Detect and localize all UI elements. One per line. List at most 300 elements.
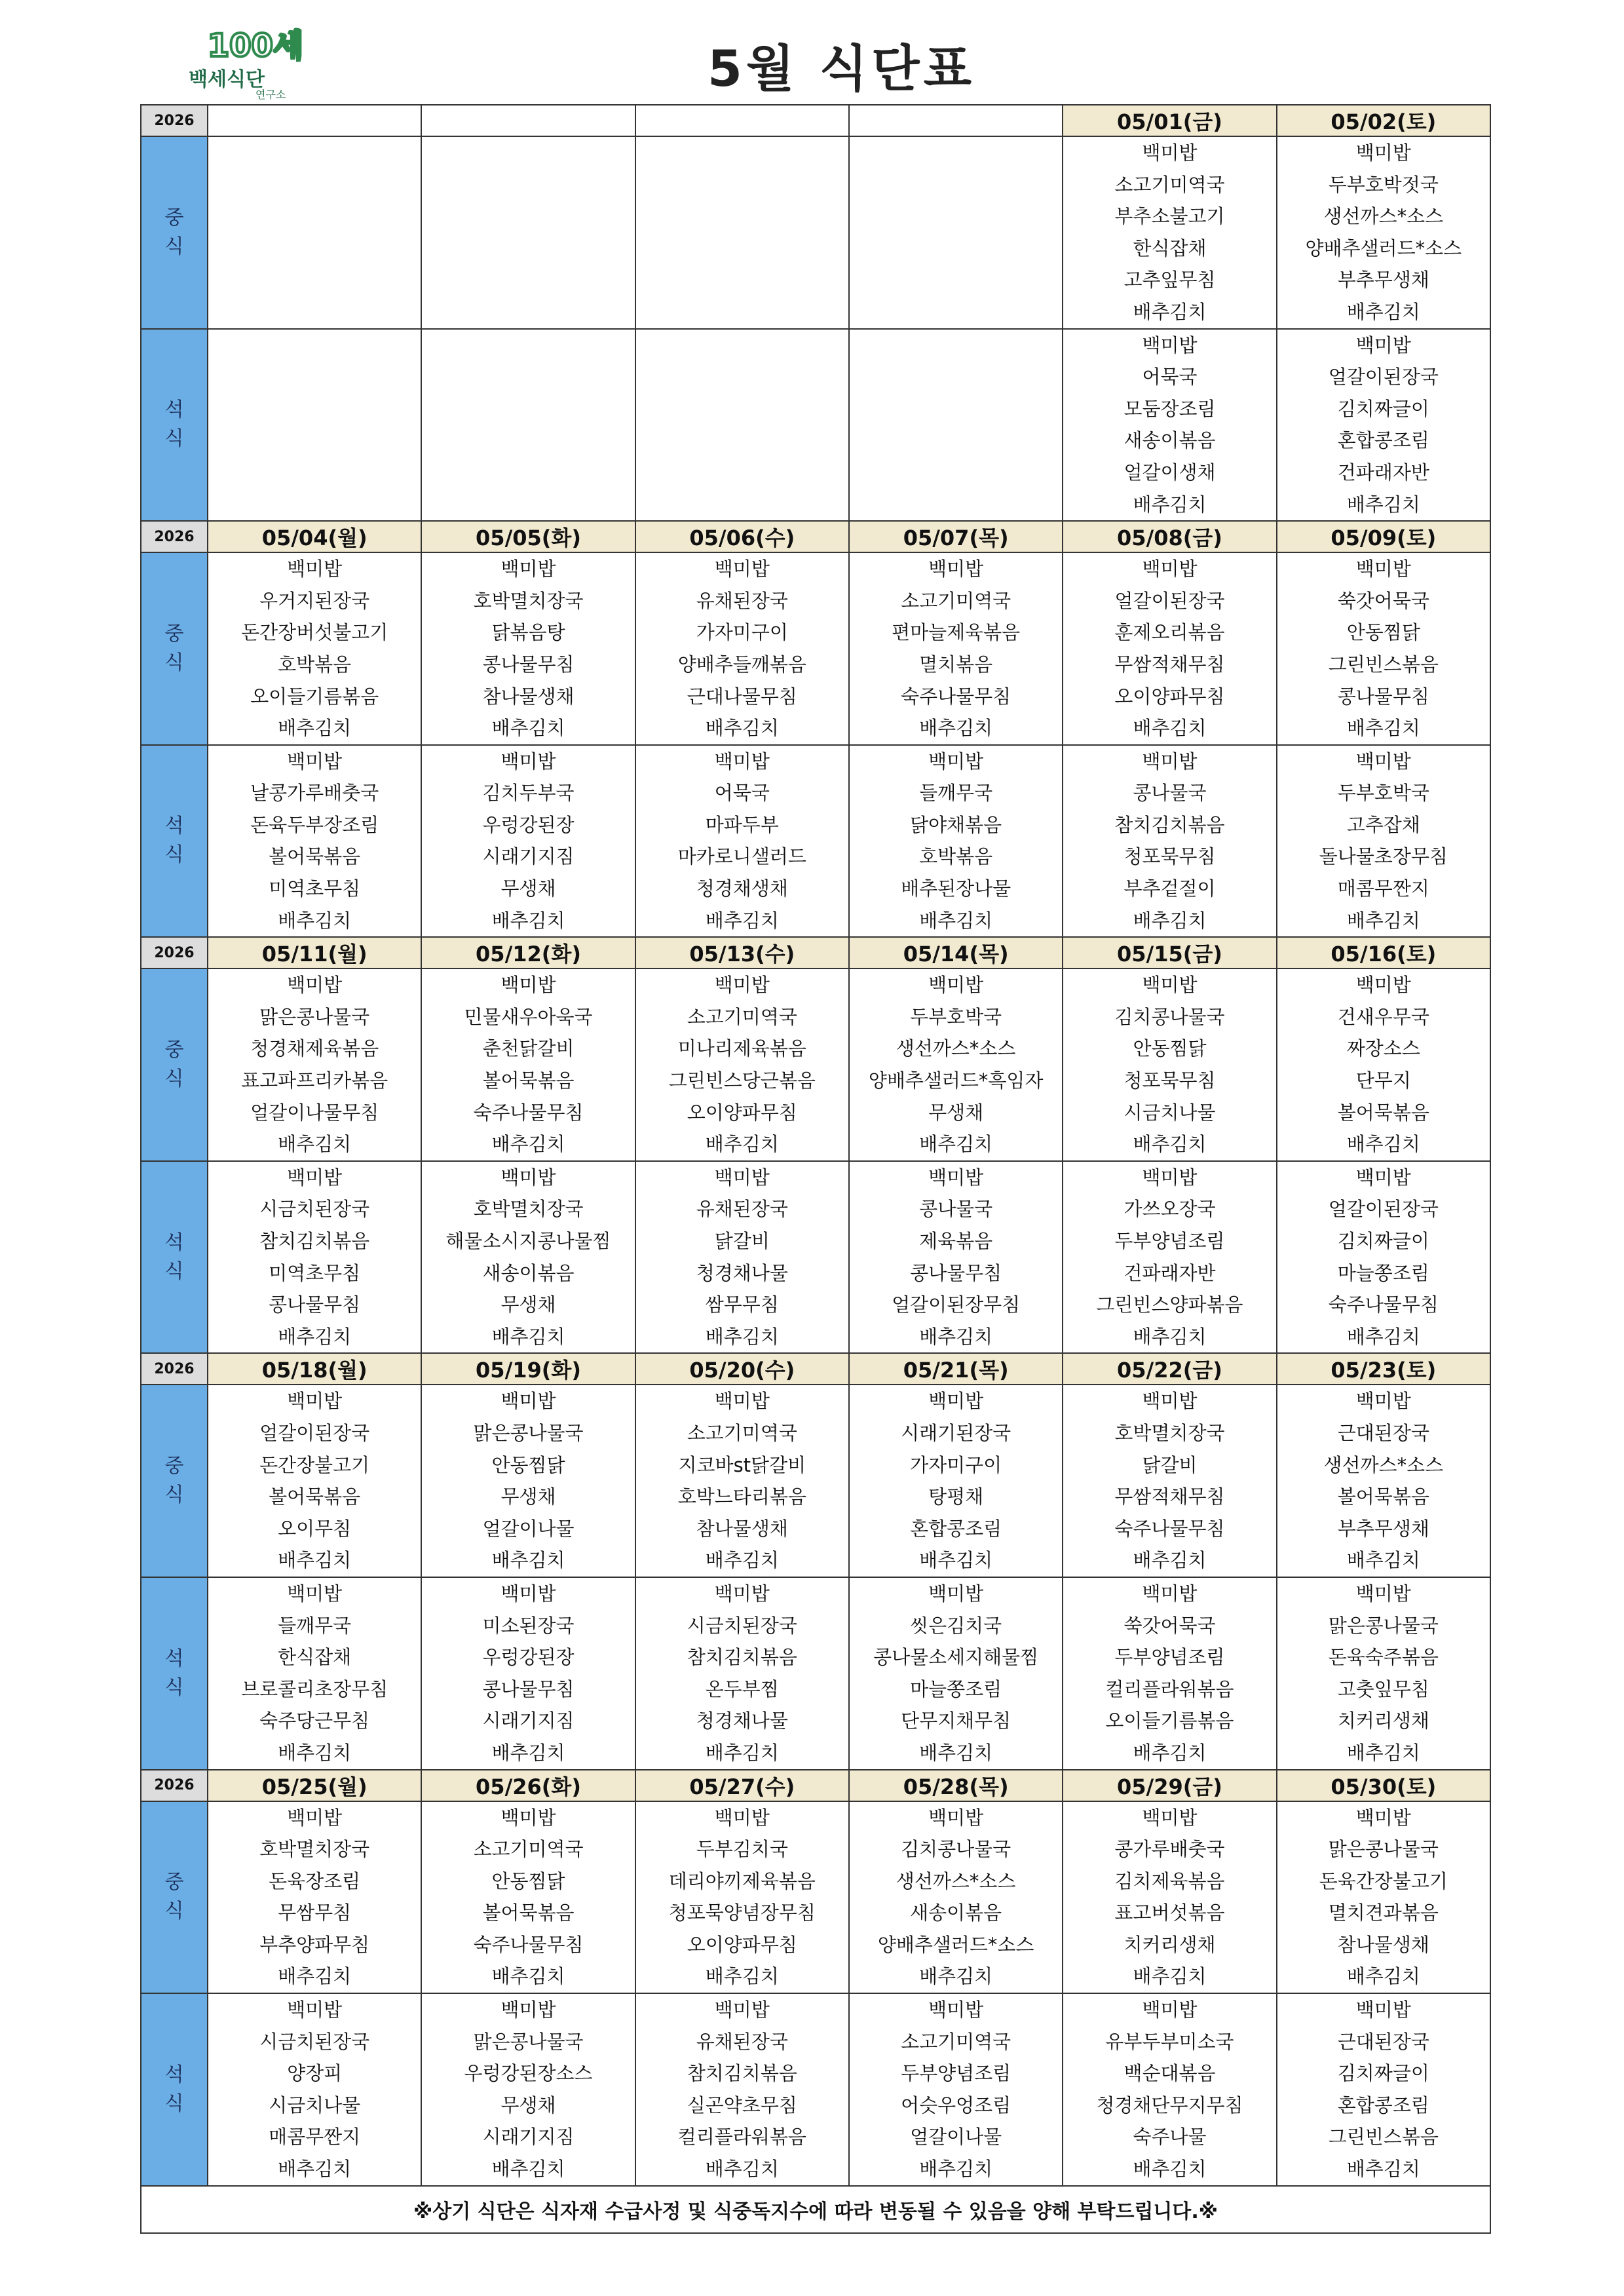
meal-label-text: 석식 (164, 1231, 184, 1283)
menu-item: 백미밥 (714, 1999, 770, 2021)
menu-item: 시래기지짐 (482, 845, 575, 868)
menu-item: 그린빈스당근볶음 (668, 1069, 816, 1092)
date-header: 05/07(목) (849, 521, 1063, 552)
meal-label-text: 중식 (164, 1871, 184, 1923)
menu-item: 백미밥 (714, 1806, 770, 1829)
menu-item: 맑은콩나물국 (1328, 1838, 1439, 1861)
menu-item: 편마늘제육볶음 (892, 621, 1021, 644)
menu-item: 청경채나물 (696, 1710, 788, 1732)
lunch-menu-cell (421, 1801, 635, 1994)
menu-item: 배추김치 (705, 1133, 779, 1156)
date-header: 05/21(목) (849, 1353, 1063, 1385)
dinner-menu-cell (421, 1161, 635, 1354)
menu-item: 오이들기름볶음 (250, 685, 379, 708)
meal-label-text: 석식 (164, 398, 184, 451)
menu-item: 오이들기름볶음 (1105, 1710, 1234, 1732)
menu-item: 미역초무침 (269, 1261, 361, 1284)
menu-item: 마카로니샐러드 (677, 845, 806, 868)
year-cell: 2026 (141, 521, 208, 552)
menu-item: 배추김치 (278, 909, 352, 932)
dinner-menu-cell (208, 1993, 421, 2186)
menu-item: 새송이볶음 (910, 1902, 1002, 1924)
menu-item: 무쌈적채무침 (1114, 1485, 1225, 1508)
meal-label-text: 석식 (164, 814, 184, 867)
menu-item: 혼합콩조림 (1337, 2094, 1429, 2116)
meal-label-text: 중식 (164, 1039, 184, 1091)
lunch-menu-cell (635, 136, 849, 329)
dinner-menu-cell (849, 1577, 1063, 1770)
menu-item: 호박볶음 (278, 653, 352, 676)
lunch-label (141, 136, 208, 329)
menu-item: 돈육장조림 (269, 1869, 361, 1892)
menu-item: 무생채 (500, 1485, 556, 1508)
lunch-menu-cell (1277, 1801, 1490, 1994)
date-header: 05/30(토) (1277, 1770, 1490, 1801)
menu-item: 두부김치국 (696, 1838, 788, 1861)
dinner-menu-cell (1063, 329, 1276, 522)
dinner-menu-cell (849, 329, 1063, 522)
menu-item: 소고기미역국 (687, 1421, 797, 1444)
menu-item: 돈간장불고기 (259, 1453, 370, 1476)
menu-item: 소고기미역국 (1114, 173, 1225, 196)
lunch-menu-cell (635, 1385, 849, 1577)
week-header-row (141, 1353, 1490, 1385)
week-header-row (141, 105, 1490, 136)
week-header-row (141, 521, 1490, 552)
menu-item: 얼갈이된장국 (1328, 1198, 1439, 1221)
logo-name: 백세식단 (189, 68, 265, 91)
menu-item: 온두부찜 (705, 1677, 779, 1700)
menu-item: 그린빈스볶음 (1328, 2126, 1439, 2149)
menu-item: 돈간장버섯불고기 (241, 621, 388, 644)
menu-item: 생선까스*소스 (1323, 205, 1444, 228)
dinner-menu-cell (849, 745, 1063, 938)
menu-item: 배추김치 (491, 717, 565, 740)
menu-item: 콩나물국 (919, 1198, 993, 1221)
menu-item: 우거지된장국 (259, 589, 370, 612)
menu-item: 얼갈이생채 (1124, 461, 1216, 484)
lunch-label (141, 1801, 208, 1994)
date-header: 05/29(금) (1063, 1770, 1276, 1801)
lunch-menu-cell (849, 1801, 1063, 1994)
menu-item: 미역초무침 (269, 877, 361, 900)
menu-item: 백미밥 (500, 1390, 556, 1413)
menu-item: 혼합콩조림 (910, 1517, 1002, 1540)
meal-label-text: 석식 (164, 1647, 184, 1699)
menu-item: 우렁강된장 (482, 813, 575, 836)
meal-plan-table (140, 104, 1491, 2234)
menu-item: 배추김치 (278, 1549, 352, 1572)
date-header: 05/16(토) (1277, 937, 1490, 968)
svg-text:100세: 100세 (207, 28, 304, 64)
menu-item: 배추김치 (1346, 300, 1420, 323)
menu-item: 우렁강된장 (482, 1646, 575, 1669)
menu-item: 배추김치 (278, 2158, 352, 2181)
menu-item: 어슷우엉조림 (901, 2094, 1011, 2116)
date-header: 05/05(화) (421, 521, 635, 552)
menu-item: 숙주나물무침 (473, 1101, 584, 1124)
menu-item: 근대나물무침 (687, 685, 797, 708)
menu-item: 고춧잎무침 (1337, 1677, 1429, 1700)
meal-label-text: 중식 (164, 206, 184, 258)
lunch-menu-cell (208, 968, 421, 1161)
menu-item: 숙주나물무침 (901, 685, 1011, 708)
menu-item: 한식잡채 (278, 1646, 352, 1669)
dinner-label (141, 1993, 208, 2186)
menu-item: 숙주나물 (1133, 2126, 1207, 2149)
dinner-menu-cell (635, 1993, 849, 2186)
dinner-menu-cell (1277, 1161, 1490, 1354)
menu-item: 백미밥 (287, 974, 343, 997)
menu-item: 콩나물소세지해물찜 (873, 1646, 1039, 1669)
menu-item: 맑은콩나물국 (473, 2030, 584, 2053)
dinner-menu-cell (1063, 1577, 1276, 1770)
menu-item: 들깨무국 (919, 782, 993, 805)
menu-item: 제육볶음 (919, 1230, 993, 1252)
lunch-menu-cell (421, 136, 635, 329)
menu-item: 어묵국 (1142, 366, 1198, 389)
menu-item: 백미밥 (1355, 1582, 1411, 1605)
menu-item: 가자미구이 (696, 621, 788, 644)
lunch-menu-cell (1063, 968, 1276, 1161)
menu-item: 배추김치 (919, 2158, 993, 2181)
menu-item: 양장피 (287, 2062, 343, 2085)
menu-item: 맑은콩나물국 (1328, 1614, 1439, 1637)
menu-item: 참나물생채 (696, 1517, 788, 1540)
menu-item: 콩나물무침 (910, 1261, 1002, 1284)
menu-item: 백미밥 (1355, 1166, 1411, 1189)
menu-item: 배추김치 (491, 2158, 565, 2181)
menu-item: 안동찜닭 (491, 1869, 565, 1892)
menu-item: 지코바st닭갈비 (678, 1453, 806, 1476)
footer-note: ※상기 식단은 식자재 수급사정 및 식중독지수에 따라 변동될 수 있음을 양해 부탁드립니다.※ (141, 2186, 1490, 2233)
menu-item: 김치두부국 (482, 782, 575, 805)
menu-item: 백순대볶음 (1124, 2062, 1216, 2085)
menu-item: 닭야채볶음 (910, 813, 1002, 836)
menu-item: 쌈무무침 (705, 1293, 779, 1316)
menu-item: 시래기된장국 (901, 1421, 1011, 1444)
menu-item: 멸치견과볶음 (1328, 1902, 1439, 1924)
menu-item: 호박볶음 (919, 845, 993, 868)
date-header: 05/14(목) (849, 937, 1063, 968)
menu-item: 백미밥 (1355, 1390, 1411, 1413)
dinner-menu-cell (421, 745, 635, 938)
lunch-label (141, 552, 208, 745)
menu-item: 백미밥 (1142, 1806, 1198, 1829)
menu-item: 소고기미역국 (901, 589, 1011, 612)
menu-item: 배추김치 (1133, 1549, 1207, 1572)
dinner-row (141, 1161, 1490, 1354)
menu-item: 시금치된장국 (259, 1198, 370, 1221)
menu-item: 표고파프리카볶음 (241, 1069, 388, 1092)
menu-item: 백미밥 (928, 1806, 984, 1829)
menu-item: 무생채 (928, 1101, 984, 1124)
date-header: 05/09(토) (1277, 521, 1490, 552)
menu-item: 참치김치볶음 (687, 2062, 797, 2085)
dinner-menu-cell (1063, 745, 1276, 938)
menu-item: 배추김치 (1133, 717, 1207, 740)
menu-item: 청포묵양념장무침 (668, 1902, 816, 1924)
menu-item: 참나물생채 (482, 685, 575, 708)
menu-item: 양배추샐러드*흑임자 (868, 1069, 1044, 1092)
menu-item: 배추김치 (278, 717, 352, 740)
menu-item: 새송이볶음 (1124, 429, 1216, 452)
menu-item: 배추김치 (1133, 909, 1207, 932)
menu-item: 표고버섯볶음 (1114, 1902, 1225, 1924)
menu-item: 볼어묵볶음 (482, 1902, 575, 1924)
menu-item: 가자미구이 (910, 1453, 1002, 1476)
menu-item: 닭볶음탕 (491, 621, 565, 644)
menu-item: 백미밥 (500, 1582, 556, 1605)
menu-item: 배추김치 (1346, 1325, 1420, 1348)
menu-item: 백미밥 (928, 974, 984, 997)
dinner-menu-cell (635, 1577, 849, 1770)
menu-item: 백미밥 (500, 974, 556, 997)
lunch-menu-cell (635, 552, 849, 745)
menu-item: 청경채나물 (696, 1261, 788, 1284)
menu-item: 백미밥 (1355, 974, 1411, 997)
date-header: 05/01(금) (1063, 105, 1276, 136)
menu-item: 부추무생채 (1337, 1517, 1429, 1540)
menu-item: 콩나물무침 (269, 1293, 361, 1316)
menu-item: 참치김치볶음 (1114, 813, 1225, 836)
dinner-menu-cell (1277, 329, 1490, 522)
date-header: 05/22(금) (1063, 1353, 1276, 1385)
menu-item: 배추김치 (705, 1741, 779, 1764)
lunch-menu-cell (635, 968, 849, 1161)
year-cell: 2026 (141, 105, 208, 136)
menu-item: 매콤무짠지 (1337, 877, 1429, 900)
date-header (421, 105, 635, 136)
menu-item: 배추김치 (491, 1133, 565, 1156)
menu-item: 배추김치 (919, 717, 993, 740)
menu-item: 고추잎무침 (1124, 269, 1216, 292)
menu-item: 볼어묵볶음 (482, 1069, 575, 1092)
lunch-menu-cell (1063, 1801, 1276, 1994)
date-header: 05/06(수) (635, 521, 849, 552)
menu-item: 청경채생채 (696, 877, 788, 900)
menu-item: 돈육두부장조림 (250, 813, 379, 836)
menu-item: 무쌈적채무침 (1114, 653, 1225, 676)
menu-item: 얼갈이된장국 (1328, 366, 1439, 389)
year-cell: 2026 (141, 1770, 208, 1801)
menu-item: 참나물생채 (1337, 1933, 1429, 1956)
menu-item: 배추김치 (1133, 493, 1207, 516)
menu-item: 백미밥 (714, 558, 770, 581)
menu-item: 훈제오리볶음 (1114, 621, 1225, 644)
menu-item: 우렁강된장소스 (464, 2062, 593, 2085)
menu-item: 배추김치 (1133, 300, 1207, 323)
menu-item: 돌나물초장무침 (1319, 845, 1448, 868)
menu-item: 양배추샐러드*소스 (1305, 237, 1462, 259)
date-header: 05/25(월) (208, 1770, 421, 1801)
menu-item: 두부양념조림 (901, 2062, 1011, 2085)
dinner-menu-cell (1277, 1993, 1490, 2186)
date-header: 05/04(월) (208, 521, 421, 552)
lunch-menu-cell (1063, 1385, 1276, 1577)
menu-item: 콩나물무침 (482, 1677, 575, 1700)
menu-item: 시금치나물 (1124, 1101, 1216, 1124)
menu-item: 숙주나물무침 (473, 1933, 584, 1956)
menu-item: 백미밥 (1142, 334, 1198, 356)
menu-item: 돈육간장불고기 (1319, 1869, 1448, 1892)
lunch-row (141, 968, 1490, 1161)
menu-item: 볼어묵볶음 (269, 1485, 361, 1508)
dinner-menu-cell (635, 1161, 849, 1354)
logo-subtitle: 연구소 (255, 88, 286, 101)
menu-item: 시금치나물 (269, 2094, 361, 2116)
menu-item: 백미밥 (500, 1806, 556, 1829)
menu-item: 백미밥 (287, 1806, 343, 1829)
menu-item: 닭갈비 (1142, 1453, 1198, 1476)
menu-item: 배추김치 (1346, 909, 1420, 932)
menu-item: 백미밥 (1355, 142, 1411, 164)
menu-item: 콩가루배춧국 (1114, 1838, 1225, 1861)
menu-item: 배추된장나물 (901, 877, 1011, 900)
menu-item: 춘천닭갈비 (482, 1037, 575, 1060)
menu-item: 혼합콩조림 (1337, 429, 1429, 452)
date-header: 05/13(수) (635, 937, 849, 968)
menu-item: 볼어묵볶음 (269, 845, 361, 868)
menu-item: 백미밥 (1142, 558, 1198, 581)
date-header: 05/15(금) (1063, 937, 1276, 968)
menu-item: 건파래자반 (1124, 1261, 1216, 1284)
menu-item: 호박느타리볶음 (677, 1485, 806, 1508)
date-header: 05/12(화) (421, 937, 635, 968)
menu-item: 백미밥 (714, 974, 770, 997)
menu-item: 배추김치 (491, 1549, 565, 1572)
menu-item: 새송이볶음 (482, 1261, 575, 1284)
menu-item: 닭갈비 (714, 1230, 770, 1252)
lunch-menu-cell (635, 1801, 849, 1994)
menu-item: 백미밥 (1355, 750, 1411, 773)
menu-item: 안동찜닭 (1133, 1037, 1207, 1060)
menu-item: 백미밥 (500, 1166, 556, 1189)
menu-item: 근대된장국 (1337, 1421, 1429, 1444)
menu-item: 백미밥 (1142, 1390, 1198, 1413)
menu-item: 볼어묵볶음 (1337, 1101, 1429, 1124)
lunch-row (141, 136, 1490, 329)
menu-item: 안동찜닭 (491, 1453, 565, 1476)
year-cell: 2026 (141, 1353, 208, 1385)
menu-item: 컬리플라워볶음 (1105, 1677, 1234, 1700)
menu-item: 양배추샐러드*소스 (877, 1933, 1034, 1956)
menu-item: 백미밥 (714, 1166, 770, 1189)
menu-item: 모둠장조림 (1124, 397, 1216, 420)
menu-item: 백미밥 (287, 1390, 343, 1413)
logo (183, 26, 341, 101)
lunch-menu-cell (208, 136, 421, 329)
menu-item: 배추김치 (1346, 2158, 1420, 2181)
menu-item: 가쓰오장국 (1124, 1198, 1216, 1221)
menu-item: 참치김치볶음 (259, 1230, 370, 1252)
lunch-menu-cell (208, 552, 421, 745)
menu-item: 생선까스*소스 (896, 1037, 1016, 1060)
menu-item: 얼갈이나물 (482, 1517, 575, 1540)
menu-item: 유채된장국 (696, 589, 788, 612)
dinner-menu-cell (208, 329, 421, 522)
menu-item: 콩나물국 (1133, 782, 1207, 805)
menu-item: 오이양파무침 (687, 1101, 797, 1124)
dinner-menu-cell (849, 1161, 1063, 1354)
menu-item: 백미밥 (287, 1166, 343, 1189)
lunch-menu-cell (849, 552, 1063, 745)
menu-item: 배추김치 (1346, 1965, 1420, 1988)
menu-item: 백미밥 (928, 1166, 984, 1189)
menu-item: 배추김치 (705, 909, 779, 932)
menu-item: 무생채 (500, 2094, 556, 2116)
menu-item: 시래기지짐 (482, 1710, 575, 1732)
menu-item: 백미밥 (500, 1999, 556, 2021)
menu-item: 두부호박젓국 (1328, 173, 1439, 196)
menu-item: 실곤약초무침 (687, 2094, 797, 2116)
menu-item: 쑥갓어묵국 (1124, 1614, 1216, 1637)
menu-item: 배추김치 (705, 1325, 779, 1348)
menu-item: 탕평채 (928, 1485, 984, 1508)
dinner-row (141, 745, 1490, 938)
menu-item: 치커리생채 (1124, 1933, 1216, 1956)
menu-item: 배추김치 (278, 1325, 352, 1348)
menu-item: 씻은김치국 (910, 1614, 1002, 1637)
meal-label-text: 중식 (164, 1455, 184, 1507)
menu-item: 마늘쫑조림 (1337, 1261, 1429, 1284)
menu-item: 배추김치 (705, 717, 779, 740)
menu-item: 참치김치볶음 (687, 1646, 797, 1669)
menu-item: 백미밥 (500, 750, 556, 773)
menu-item: 콩나물무침 (1337, 685, 1429, 708)
menu-item: 배추김치 (705, 2158, 779, 2181)
menu-item: 돈육숙주볶음 (1328, 1646, 1439, 1669)
menu-item: 유채된장국 (696, 2030, 788, 2053)
dinner-row (141, 329, 1490, 522)
date-header: 05/19(화) (421, 1353, 635, 1385)
menu-item: 백미밥 (714, 1390, 770, 1413)
menu-item: 시금치된장국 (687, 1614, 797, 1637)
menu-item: 배추김치 (919, 909, 993, 932)
menu-item: 소고기미역국 (901, 2030, 1011, 2053)
menu-item: 백미밥 (500, 558, 556, 581)
menu-item: 오이무침 (278, 1517, 352, 1540)
date-header (635, 105, 849, 136)
menu-item: 백미밥 (1142, 974, 1198, 997)
lunch-label (141, 968, 208, 1161)
week-header-row (141, 1770, 1490, 1801)
menu-item: 컬리플라워볶음 (677, 2126, 806, 2149)
menu-item: 미나리제육볶음 (677, 1037, 806, 1060)
menu-item: 숙주나물무침 (1114, 1517, 1225, 1540)
date-header: 05/27(수) (635, 1770, 849, 1801)
menu-item: 생선까스*소스 (1323, 1453, 1444, 1476)
menu-item: 단무지채무침 (901, 1710, 1011, 1732)
menu-item: 그린빈스양파볶음 (1096, 1293, 1243, 1316)
menu-item: 한식잡채 (1133, 237, 1207, 259)
dinner-menu-cell (1277, 745, 1490, 938)
menu-item: 백미밥 (1355, 1999, 1411, 2021)
menu-item: 얼갈이된장국 (1114, 589, 1225, 612)
menu-item: 소고기미역국 (687, 1005, 797, 1028)
menu-item: 양배추들깨볶음 (677, 653, 806, 676)
menu-item: 데리야끼제육볶음 (668, 1869, 816, 1892)
lunch-menu-cell (1277, 968, 1490, 1161)
menu-item: 부추무생채 (1337, 269, 1429, 292)
menu-item: 청포묵무침 (1124, 845, 1216, 868)
date-header: 05/28(목) (849, 1770, 1063, 1801)
dinner-menu-cell (1063, 1993, 1276, 2186)
date-header: 05/11(월) (208, 937, 421, 968)
menu-item: 무생채 (500, 1293, 556, 1316)
menu-item: 안동찜닭 (1346, 621, 1420, 644)
lunch-row (141, 552, 1490, 745)
